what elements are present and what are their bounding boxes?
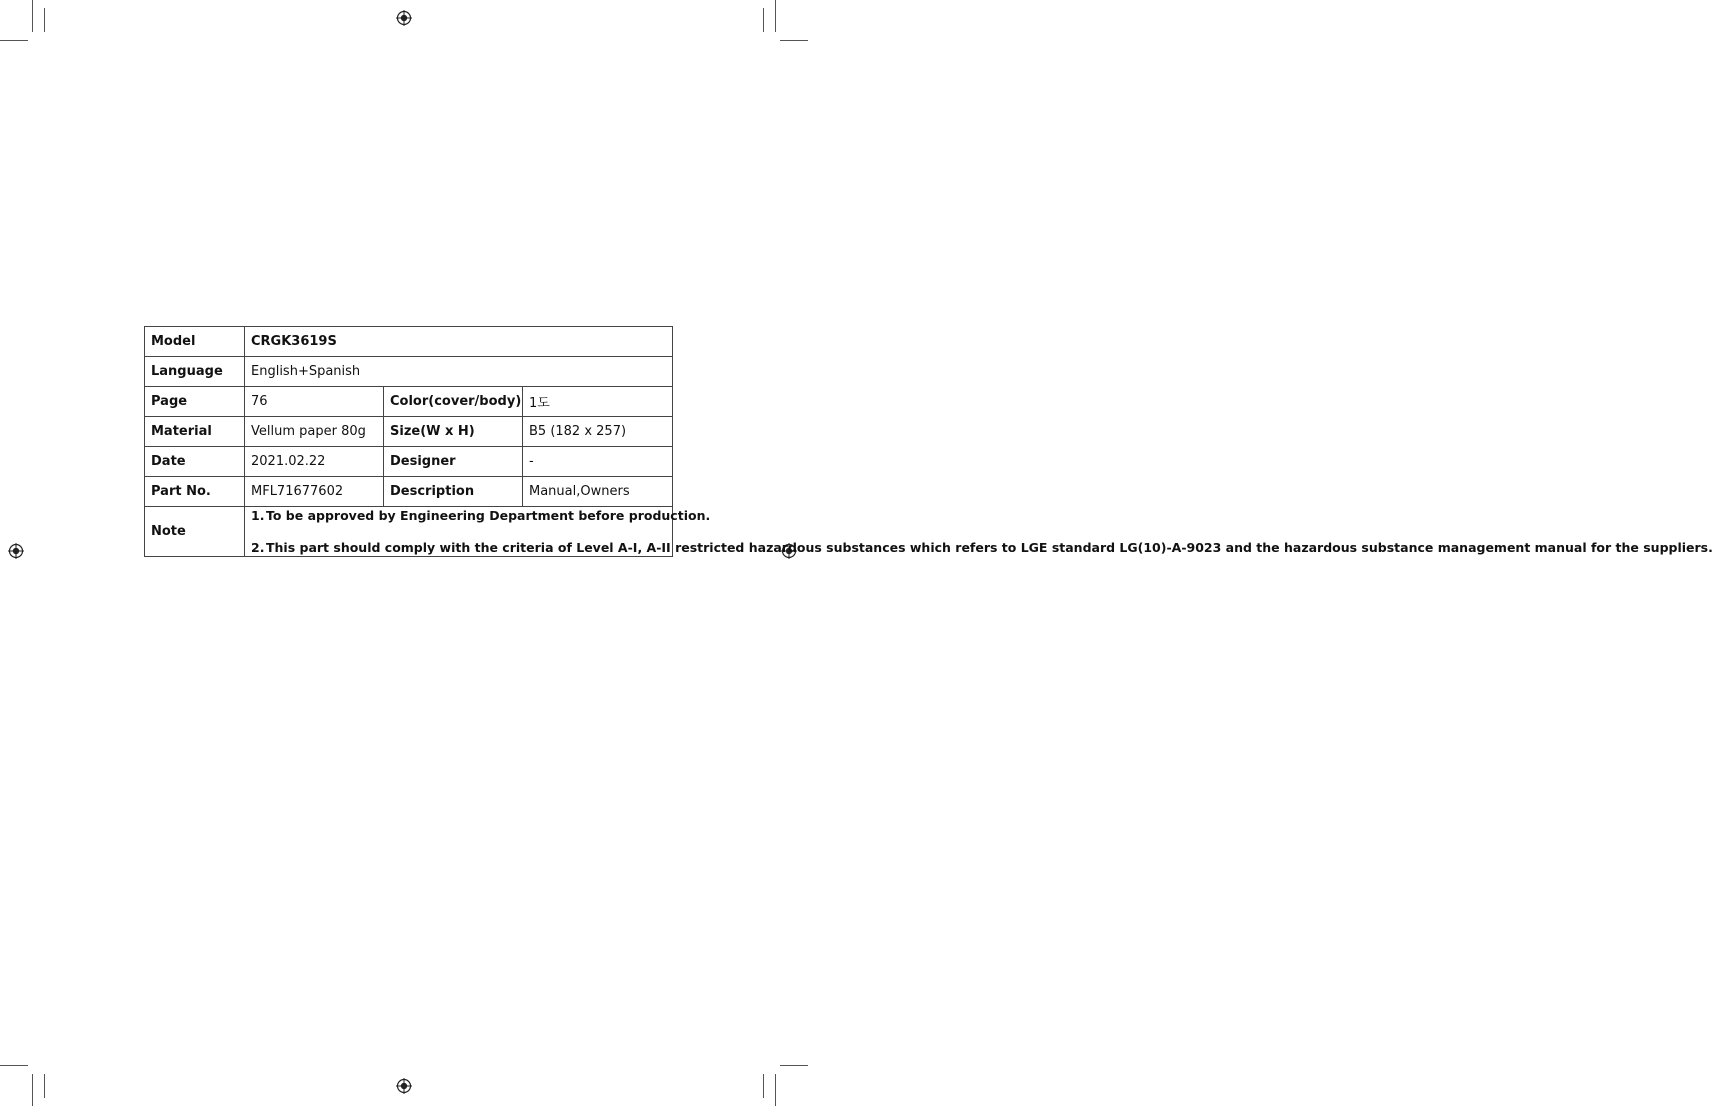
material-label: Material <box>145 417 245 447</box>
note-text: This part should comply with the criteria of Level A-I, A-II restricted hazardous substances which refers to LGE standard LG(10)-A-9023 and the hazardous substance management manual for the suppliers. <box>266 540 1713 555</box>
crop-mark <box>32 0 33 32</box>
table-row <box>145 327 673 357</box>
spec-table <box>144 326 1713 557</box>
table-row <box>145 387 673 417</box>
note-number: 1. <box>251 508 265 523</box>
designer-label: Designer <box>384 447 523 477</box>
color-value: 1도 <box>523 387 673 417</box>
registration-mark-icon <box>396 1078 412 1094</box>
note-item <box>251 539 1713 556</box>
crop-mark <box>775 0 776 32</box>
crop-mark <box>0 1065 28 1066</box>
crop-mark <box>763 1074 764 1098</box>
page-value: 76 <box>245 387 384 417</box>
language-value: English+Spanish <box>245 357 673 387</box>
date-value: 2021.02.22 <box>245 447 384 477</box>
registration-mark-icon <box>396 10 412 26</box>
partno-label: Part No. <box>145 477 245 507</box>
description-value: Manual,Owners <box>523 477 673 507</box>
crop-mark <box>763 8 764 32</box>
crop-mark <box>44 1074 45 1098</box>
note-label: Note <box>145 507 245 557</box>
model-label: Model <box>145 327 245 357</box>
note-item <box>251 507 711 524</box>
crop-mark <box>775 1074 776 1106</box>
crop-mark <box>780 40 808 41</box>
registration-mark-icon <box>8 543 24 559</box>
note-text: To be approved by Engineering Department before production. <box>266 508 711 523</box>
table-row <box>145 447 673 477</box>
size-value: B5 (182 x 257) <box>523 417 673 447</box>
designer-value: - <box>523 447 673 477</box>
model-value: CRGK3619S <box>245 327 673 357</box>
table-row <box>145 507 673 557</box>
color-label: Color(cover/body) <box>384 387 523 417</box>
description-label: Description <box>384 477 523 507</box>
page-label: Page <box>145 387 245 417</box>
crop-mark <box>32 1074 33 1106</box>
partno-value: MFL71677602 <box>245 477 384 507</box>
crop-mark <box>44 8 45 32</box>
date-label: Date <box>145 447 245 477</box>
language-label: Language <box>145 357 245 387</box>
note-content <box>245 507 1713 557</box>
size-label: Size(W x H) <box>384 417 523 447</box>
table-row <box>145 417 673 447</box>
table-row <box>145 477 673 507</box>
crop-mark <box>780 1065 808 1066</box>
crop-mark <box>0 40 28 41</box>
material-value: Vellum paper 80g <box>245 417 384 447</box>
table-row <box>145 357 673 387</box>
note-number: 2. <box>251 540 265 555</box>
